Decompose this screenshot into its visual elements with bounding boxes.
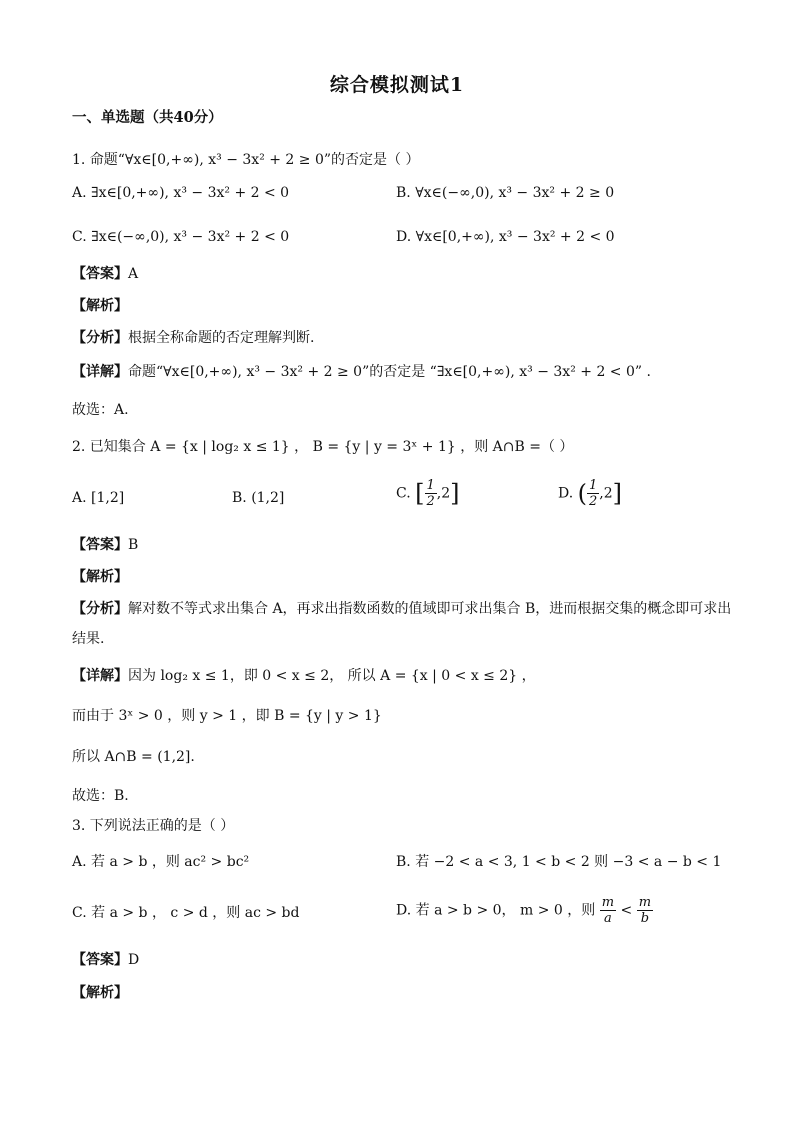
question-1-option-d: D. ∀x∈[0,+∞), x³ − 3x² + 2 < 0 [396,229,615,245]
fraction-numerator: m [601,895,615,910]
fraction-denominator: b [640,911,650,926]
question-2-answer [72,535,138,555]
question-3-option-a: A. 若 a > b ，则 ac² > bc² [72,854,250,870]
question-1-option-c: C. ∃x∈(−∞,0), x³ − 3x² + 2 < 0 [72,229,290,245]
xiangjie-tag: 【详解】 [72,668,128,684]
question-2-stem: 2. 已知集合 A = {x | log₂ x ≤ 1} ， B = {y | y = 3ˣ + 1} ，则 A∩B =（ ） [72,439,574,455]
answer-value: B [128,537,139,553]
fenxi-text: 根据全称命题的否定理解判断. [128,330,315,346]
question-1-stem: 1. 命题“∀x∈[0,+∞), x³ − 3x² + 2 ≥ 0”的否定是（ ） [72,152,420,168]
answer-tag: 【答案】 [72,537,128,553]
question-1-answer [72,264,138,284]
question-3-option-d [396,895,653,926]
right-bracket-glyph: ] [450,479,460,508]
page-title: 综合模拟测试1 [329,74,465,96]
question-3-answer [72,950,139,970]
question-2-option-b: B. (1,2] [232,490,285,506]
answer-tag: 【答案】 [72,952,128,968]
fraction-numerator: 1 [589,478,598,493]
fenxi-tag: 【分析】 [72,330,128,346]
question-2-xiangjie [72,666,536,686]
fenxi-tag: 【分析】 [72,601,128,617]
question-2-line3: 所以 A∩B = (1,2]. [72,749,195,765]
question-2-choose: 故选：B. [72,788,129,804]
fraction-m-over-a [600,895,616,926]
answer-value: D [128,952,140,968]
question-2-option-a: A. [1,2] [72,490,125,506]
left-bracket-glyph: [ [415,479,425,508]
xiangjie-tag: 【详解】 [72,364,128,380]
question-1-xiangjie [72,362,651,382]
question-2-analysis-tag: 【解析】 [72,569,128,585]
question-2-option-c [396,478,460,509]
question-1-fenxi [72,328,314,348]
question-3-option-c: C. 若 a > b ， c > d ，则 ac > bd [72,905,300,921]
fraction-m-over-b [637,895,653,926]
question-1-option-a: A. ∃x∈[0,+∞), x³ − 3x² + 2 < 0 [72,185,290,201]
question-3-analysis-tag: 【解析】 [72,985,128,1001]
option-d-label: D. [558,485,574,502]
section-heading: 一、单选题（共40分） [72,109,223,126]
question-2-fenxi [72,599,731,619]
fraction [425,478,437,509]
interval-tail: ,2 [599,485,613,502]
interval-tail: ,2 [436,485,451,502]
left-paren-glyph: ( [577,479,588,508]
xiangjie-text: 命题“∀x∈[0,+∞), x³ − 3x² + 2 ≥ 0”的否定是 “∃x∈[0,+∞), x³ − 3x² + 2 < 0” . [128,364,651,380]
fraction-numerator: 1 [426,478,435,493]
less-than-sign: < [620,902,633,919]
question-3-stem: 3. 下列说法正确的是（ ） [72,818,235,834]
fraction-numerator: m [638,895,652,910]
fraction [587,478,599,509]
question-2-line2: 而由于 3ˣ > 0 ，则 y > 1 ，即 B = {y | y > 1} [72,708,382,724]
answer-tag: 【答案】 [72,266,128,282]
question-1-choose: 故选：A. [72,402,129,418]
question-2-option-d [558,478,622,509]
fraction-denominator: 2 [589,494,598,509]
right-bracket-glyph: ] [612,479,623,508]
question-1-option-b: B. ∀x∈(−∞,0), x³ − 3x² + 2 ≥ 0 [396,185,615,201]
question-1-analysis-tag: 【解析】 [72,298,128,314]
fraction-denominator: 2 [426,494,435,509]
option-c-label: C. [396,485,411,502]
question-2-fenxi-cont: 结果. [72,631,105,647]
xiangjie-text: 因为 log₂ x ≤ 1，即 0 < x ≤ 2， 所以 A = {x | 0 < x ≤ 2} ， [128,668,536,684]
fenxi-text: 解对数不等式求出集合 A，再求出指数函数的值域即可求出集合 B，进而根据交集的概念即可求出 [128,601,732,617]
option-d-head: D. 若 a > b > 0， m > 0 ，则 [396,902,596,919]
question-3-option-b: B. 若 −2 < a < 3, 1 < b < 2 则 −3 < a − b < 1 [396,854,722,870]
fraction-denominator: a [604,911,612,926]
answer-value: A [128,266,139,282]
